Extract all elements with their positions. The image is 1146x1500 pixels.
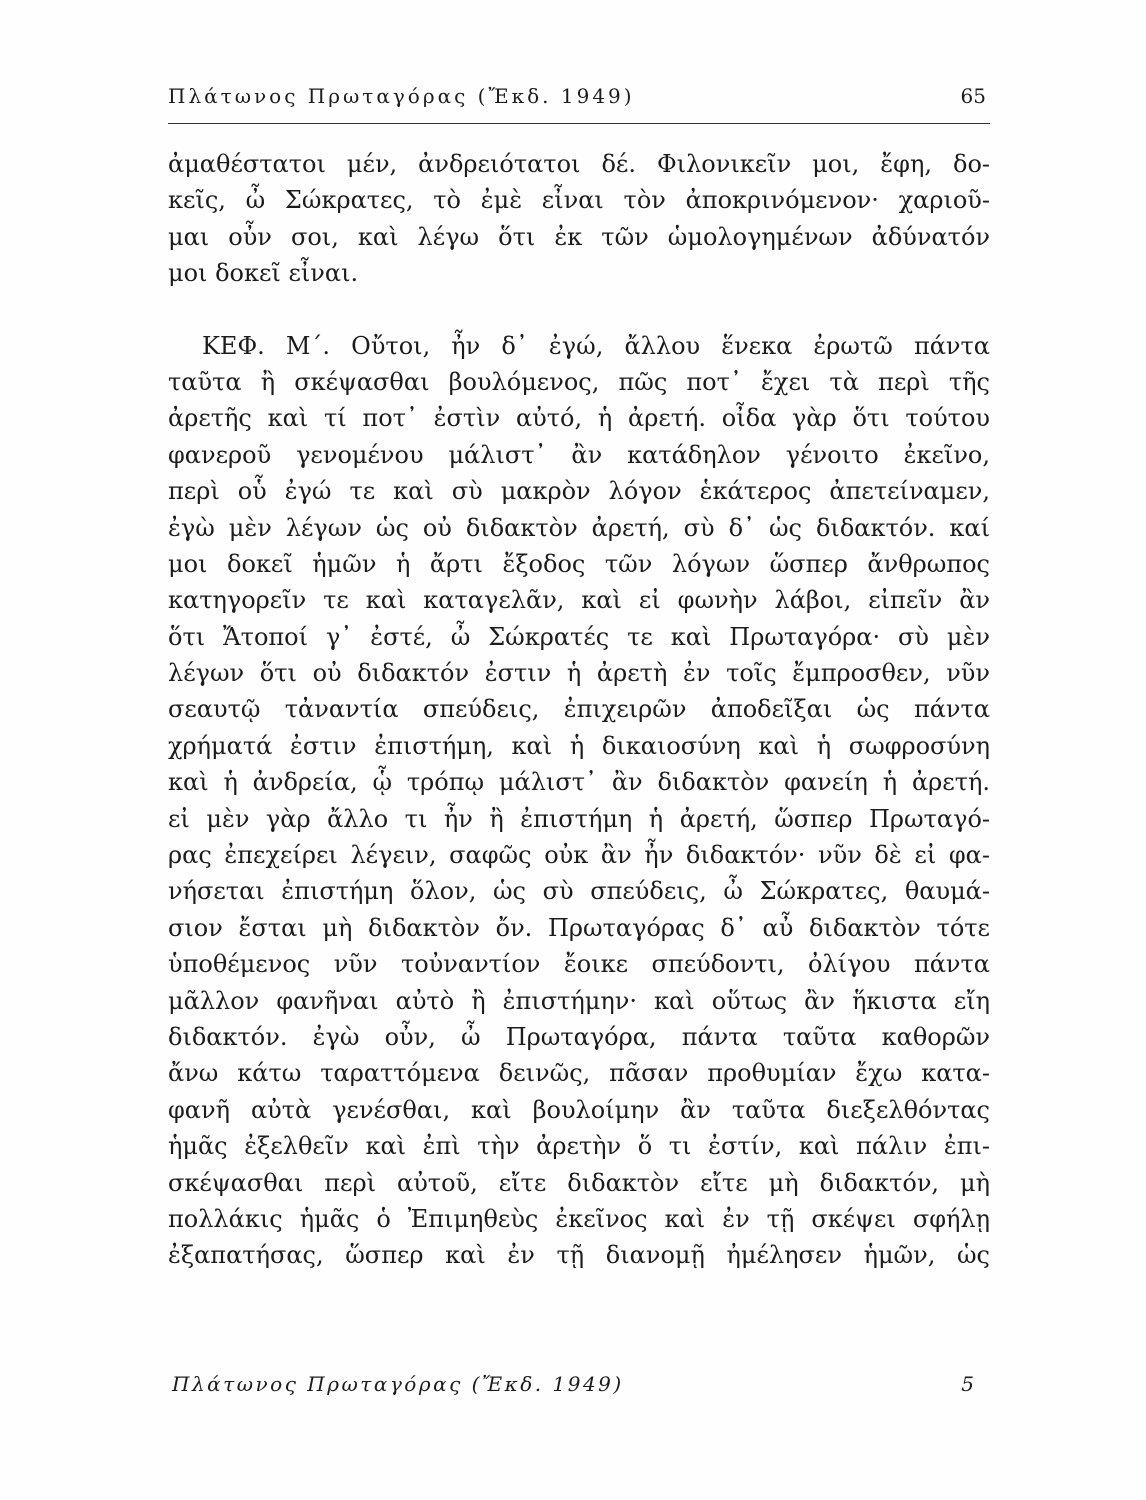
text-line: σκέψασθαι περὶ αὐτοῦ, εἴτε διδακτὸν εἴτε μὴ διδακτόν, μὴ: [168, 1168, 990, 1197]
text-line: πολλάκις ἡμᾶς ὁ Ἐπιμηθεὺς ἐκεῖνος καὶ ἐν τῇ σκέψει σφήλῃ: [168, 1204, 990, 1233]
text-line: φανῆ αὐτὰ γενέσθαι, καὶ βουλοίμην ἂν ταῦτα διεξελθόντας: [168, 1095, 990, 1124]
text-line: φανεροῦ γενομένου μάλιστ᾽ ἂν κατάδηλον γένοιτο ἐκεῖνο,: [168, 440, 990, 469]
text-line: κατηγορεῖν τε καὶ καταγελᾶν, καὶ εἰ φωνὴν λάβοι, εἰπεῖν ἂν: [168, 586, 990, 615]
text-line: ἀρετῆς καὶ τί ποτ᾽ ἐστὶν αὐτό, ἡ ἀρετή. οἶδα γὰρ ὅτι τούτου: [168, 404, 990, 433]
text-line: ἡμᾶς ἐξελθεῖν καὶ ἐπὶ τὴν ἀρετὴν ὅ τι ἐστίν, καὶ πάλιν ἐπι-: [168, 1132, 990, 1161]
text-line: λέγων ὅτι οὐ διδακτόν ἐστιν ἡ ἀρετὴ ἐν τοῖς ἔμπροσθεν, νῦν: [168, 659, 990, 688]
running-head: [168, 84, 988, 124]
page-footer: [168, 1372, 990, 1406]
text-line: ὑποθέμενος νῦν τοὐναντίον ἔοικε σπεύδοντι, ὀλίγου πάντα: [168, 950, 990, 979]
text-line: διδακτόν. ἐγὼ οὖν, ὦ Πρωταγόρα, πάντα ταῦτα καθορῶν: [168, 1022, 990, 1051]
text-line: καὶ ἡ ἀνδρεία, ᾧ τρόπῳ μάλιστ᾽ ἂν διδακτὸν φανείη ἡ ἀρετή.: [168, 768, 990, 797]
text-line: ὅτι Ἄτοποί γ᾽ ἐστέ, ὦ Σώκρατές τε καὶ Πρωταγόρα· σὺ μὲν: [168, 622, 990, 651]
text-line: κεῖς, ὦ Σώκρατες, τὸ ἐμὲ εἶναι τὸν ἀποκρινόμενον· χαριοῦ-: [168, 186, 990, 215]
text-line: ἄνω κάτω ταραττόμενα δεινῶς, πᾶσαν προθυμίαν ἔχω κατα-: [168, 1059, 990, 1088]
text-line: μοι δοκεῖ εἶναι.: [168, 259, 359, 288]
header-rule: [168, 123, 990, 124]
signature-mark: 5: [961, 1372, 974, 1396]
text-line: εἰ μὲν γὰρ ἄλλο τι ἦν ἢ ἐπιστήμη ἡ ἀρετή, ὥσπερ Πρωταγό-: [168, 804, 990, 833]
text-line: μοι δοκεῖ ἡμῶν ἡ ἄρτι ἔξοδος τῶν λόγων ὥσπερ ἄνθρωπος: [168, 549, 990, 578]
text-line: ἐγὼ μὲν λέγων ὡς οὐ διδακτὸν ἀρετή, σὺ δ᾽ ὡς διδακτόν. καί: [168, 513, 990, 542]
text-line: ρας ἐπεχείρει λέγειν, σαφῶς οὐκ ἂν ἦν διδακτόν· νῦν δὲ εἰ φα-: [168, 841, 990, 870]
footer-title: Πλάτωνος Πρωταγόρας (Ἔκδ. 1949): [172, 1372, 624, 1396]
page-number: 65: [960, 84, 986, 108]
text-line: σιον ἔσται μὴ διδακτὸν ὄν. Πρωταγόρας δ᾽ αὖ διδακτὸν τότε: [168, 913, 990, 942]
text-line: σεαυτῷ τἀναντία σπεύδεις, ἐπιχειρῶν ἀποδεῖξαι ὡς πάντα: [168, 695, 990, 724]
text-line: μαι οὖν σοι, καὶ λέγω ὅτι ἐκ τῶν ὡμολογημένων ἀδύνατόν: [168, 222, 990, 251]
main-text: [168, 146, 990, 1274]
text-line: περὶ οὗ ἐγώ τε καὶ σὺ μακρὸν λόγον ἑκάτερος ἀπετείναμεν,: [168, 477, 990, 506]
text-line: χρήματά ἐστιν ἐπιστήμη, καὶ ἡ δικαιοσύνη καὶ ἡ σωφροσύνη: [168, 731, 990, 760]
text-line: ΚΕΦ. Μ΄. Οὔτοι, ἦν δ᾽ ἐγώ, ἄλλου ἕνεκα ἐρωτῶ πάντα: [202, 331, 990, 360]
text-line: ταῦτα ἢ σκέψασθαι βουλόμενος, πῶς ποτ᾽ ἔχει τὰ περὶ τῆς: [168, 367, 990, 396]
text-line: νήσεται ἐπιστήμη ὅλον, ὡς σὺ σπεύδεις, ὦ Σώκρατες, θαυμά-: [168, 877, 990, 906]
running-head-title: Πλάτωνος Πρωταγόρας (Ἔκδ. 1949): [168, 84, 635, 108]
paragraph-gap: [168, 292, 990, 328]
text-line: ἐξαπατήσας, ὥσπερ καὶ ἐν τῇ διανομῇ ἠμέλησεν ἡμῶν, ὡς: [168, 1241, 990, 1270]
text-line: ἀμαθέστατοι μέν, ἀνδρειότατοι δέ. Φιλονικεῖν μοι, ἔφη, δο-: [168, 150, 990, 178]
text-line: μᾶλλον φανῆναι αὐτὸ ἢ ἐπιστήμην· καὶ οὕτως ἂν ἥκιστα εἴη: [168, 986, 990, 1015]
